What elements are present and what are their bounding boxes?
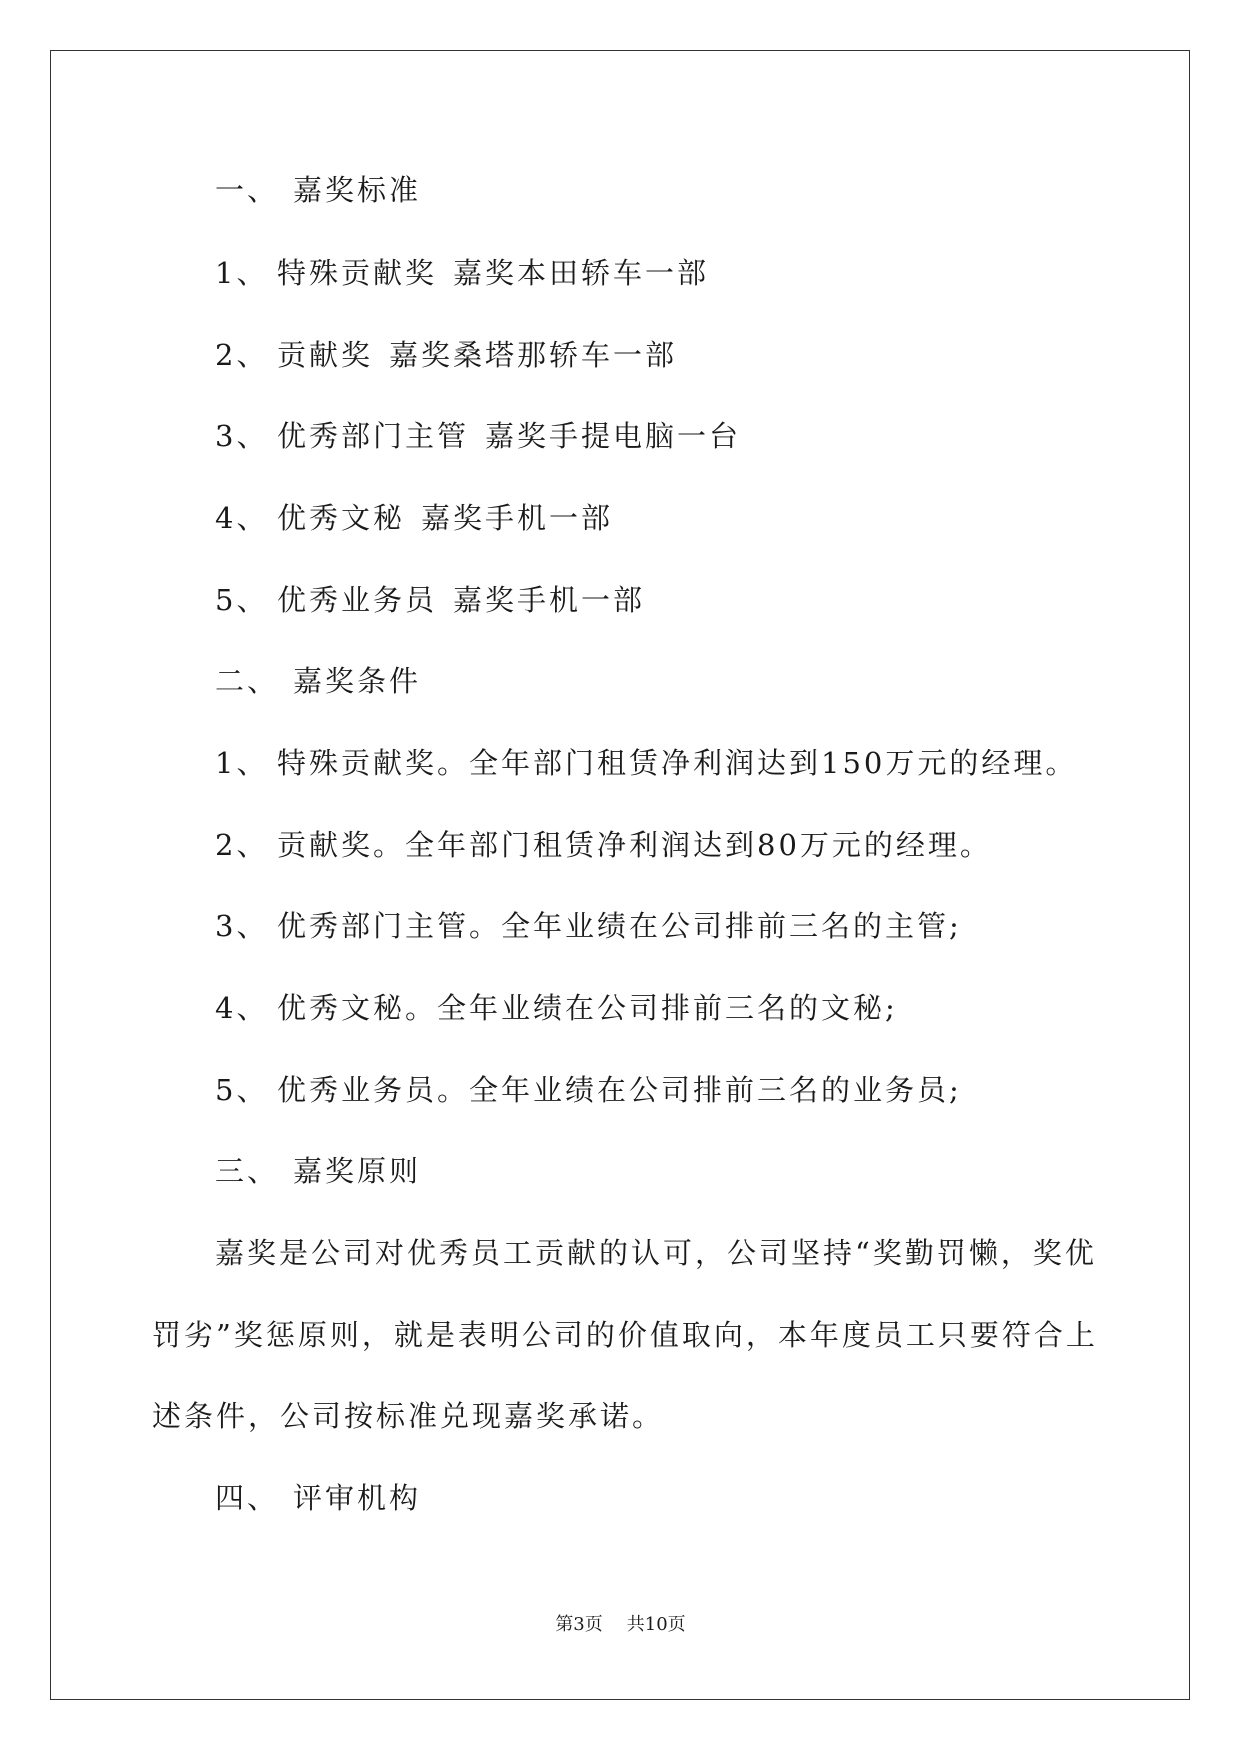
page-total: 共10页: [626, 1614, 686, 1635]
award-name: 特殊贡献奖: [277, 256, 438, 290]
condition-text: 优秀部门主管。全年业绩在公司排前三名的主管;: [277, 909, 962, 943]
condition-text: 优秀业务员。全年业绩在公司排前三名的业务员;: [277, 1073, 962, 1107]
principle-paragraph-line-1: 嘉奖是公司对优秀员工贡献的认可，公司坚持“奖勤罚懒，奖优: [215, 1236, 1097, 1270]
award-detail: 嘉奖桑塔那轿车一部: [389, 338, 678, 372]
award-standard-item-3: [215, 418, 741, 454]
award-condition-item-1: [215, 745, 1077, 781]
condition-text: 优秀文秘。全年业绩在公司排前三名的文秘;: [277, 991, 898, 1025]
section-number: 三、: [215, 1154, 280, 1188]
award-detail: 嘉奖手机一部: [453, 583, 646, 617]
section-title: 嘉奖条件: [293, 664, 422, 698]
item-number: 4、: [215, 501, 269, 535]
section-heading-2: [215, 663, 421, 699]
award-condition-item-2: [215, 827, 992, 863]
item-number: 5、: [215, 1073, 269, 1107]
section-title: 嘉奖标准: [293, 173, 422, 207]
award-detail: 嘉奖手机一部: [421, 501, 614, 535]
section-heading-4: [215, 1480, 421, 1516]
item-number: 5、: [215, 583, 269, 617]
page-footer: [0, 1613, 1241, 1637]
principle-paragraph-line-2: 罚劣”奖惩原则，就是表明公司的价值取向，本年度员工只要符合上: [152, 1318, 1098, 1352]
item-number: 2、: [215, 338, 269, 372]
item-number: 3、: [215, 419, 269, 453]
award-name: 优秀文秘: [277, 501, 406, 535]
award-name: 优秀部门主管: [277, 419, 470, 453]
award-standard-item-2: [215, 337, 677, 373]
item-number: 3、: [215, 909, 269, 943]
item-number: 1、: [215, 256, 269, 290]
section-title: 嘉奖原则: [293, 1154, 422, 1188]
award-condition-item-4: [215, 990, 898, 1026]
page-number: 第3页: [555, 1614, 603, 1635]
section-title: 评审机构: [293, 1481, 422, 1515]
award-name: 优秀业务员: [277, 583, 438, 617]
principle-paragraph-line-3: 述条件，公司按标准兑现嘉奖承诺。: [152, 1399, 665, 1433]
award-detail: 嘉奖手提电脑一台: [485, 419, 742, 453]
condition-text: 特殊贡献奖。全年部门租赁净利润达到150万元的经理。: [277, 746, 1078, 780]
award-condition-item-5: [215, 1072, 962, 1108]
award-standard-item-4: [215, 500, 613, 536]
award-standard-item-5: [215, 582, 645, 618]
item-number: 2、: [215, 828, 269, 862]
page-border: [50, 50, 1190, 1700]
award-name: 贡献奖: [277, 338, 374, 372]
condition-text: 贡献奖。全年部门租赁净利润达到80万元的经理。: [277, 828, 992, 862]
item-number: 1、: [215, 746, 269, 780]
award-condition-item-3: [215, 908, 962, 944]
section-heading-3: [215, 1153, 421, 1189]
item-number: 4、: [215, 991, 269, 1025]
section-number: 二、: [215, 664, 280, 698]
award-standard-item-1: [215, 255, 709, 291]
section-number: 一、: [215, 173, 280, 207]
award-detail: 嘉奖本田轿车一部: [453, 256, 710, 290]
section-number: 四、: [215, 1481, 280, 1515]
section-heading-1: [215, 172, 421, 208]
